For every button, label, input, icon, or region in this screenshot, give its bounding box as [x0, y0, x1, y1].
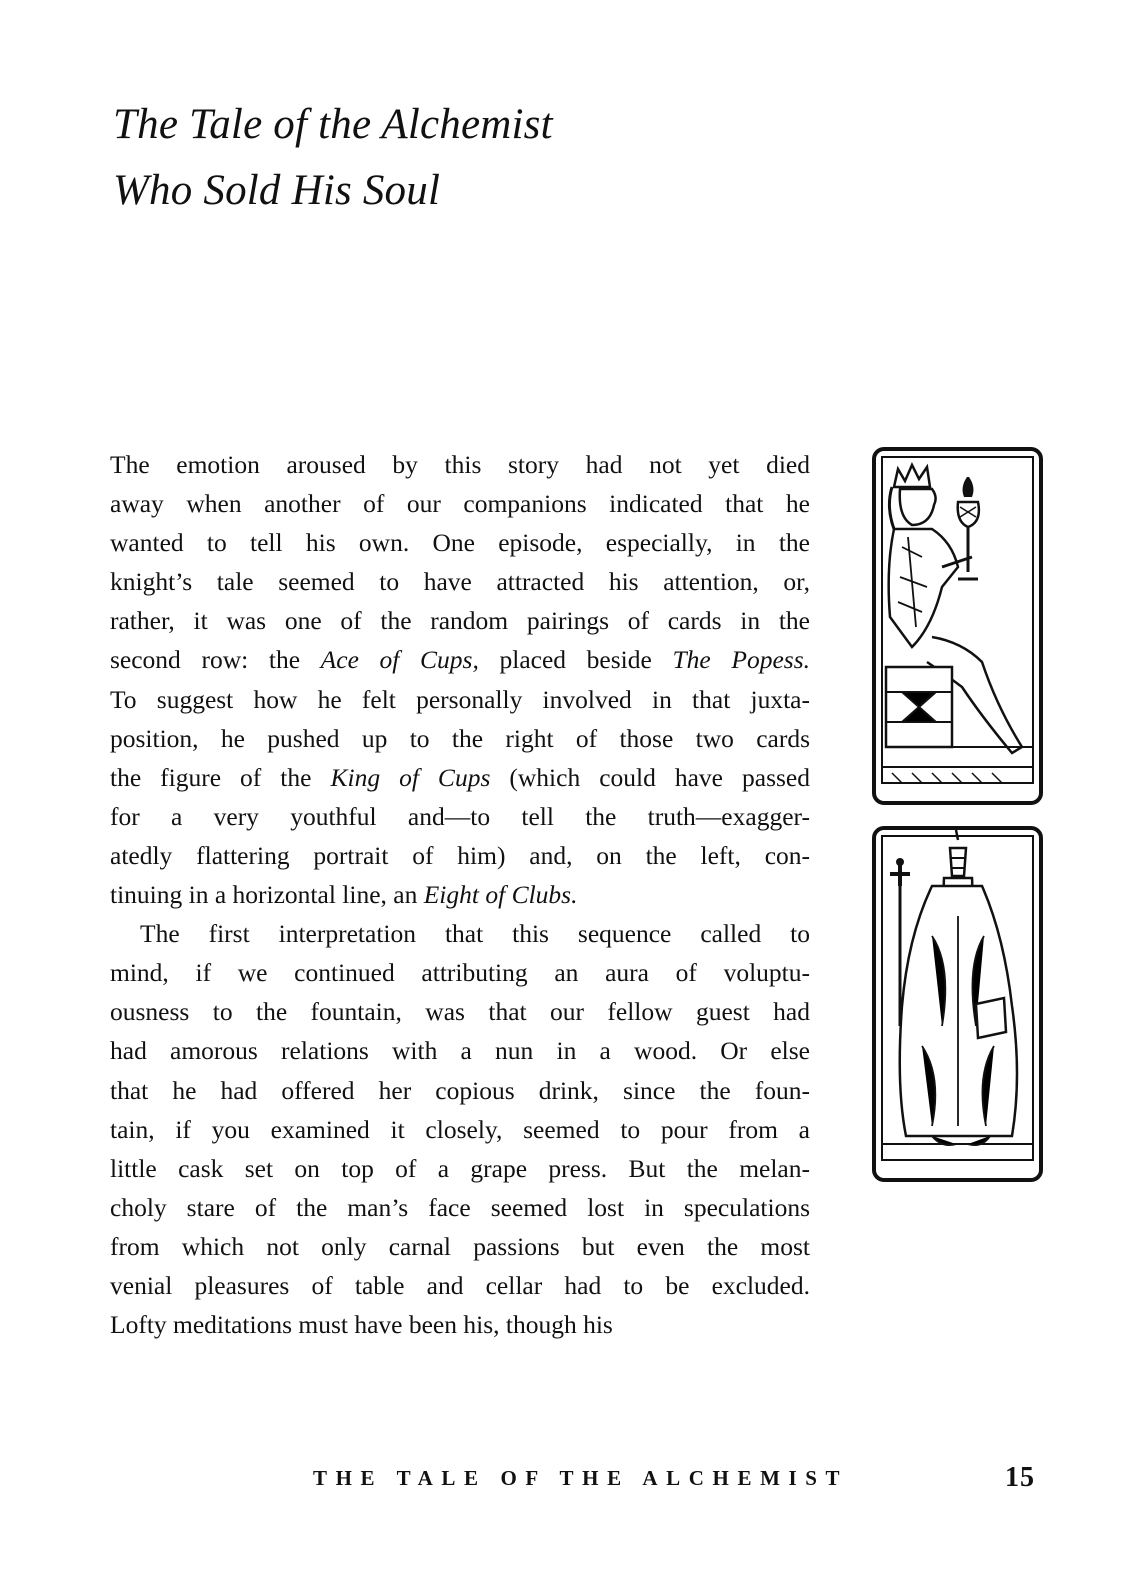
text-line: To suggest how he felt personally involved in that juxta- [110, 684, 810, 714]
text-line: The first interpretation that this sequence called to [140, 919, 810, 949]
text-segment: placed beside [478, 645, 673, 675]
chapter-title [113, 92, 553, 224]
card-name-italic: Eight of Clubs. [423, 880, 578, 910]
text-line: from which not only carnal passions but even the most [110, 1231, 810, 1261]
text-line: The emotion aroused by this story had not yet died [110, 450, 810, 479]
text-line: Lofty meditations must have been his, though his [110, 1310, 613, 1340]
body-text [110, 445, 810, 1344]
text-segment: second row: the [110, 645, 321, 675]
card-king-of-cups [872, 447, 1043, 805]
text-line: that he had offered her copious drink, since the foun- [110, 1075, 810, 1105]
text-line: position, he pushed up to the right of those two cards [110, 723, 810, 753]
page-number: 15 [1005, 1462, 1035, 1493]
running-title: THE TALE OF THE ALCHEMIST [313, 1466, 849, 1490]
text-line [110, 758, 810, 797]
text-segment: the figure of the [110, 762, 331, 792]
text-line: had amorous relations with a nun in a wood. Or else [110, 1036, 810, 1066]
popess-illustration [872, 826, 1043, 1182]
text-line: knight’s tale seemed to have attracted his attention, or, [110, 567, 810, 597]
text-line: venial pleasures of table and cellar had to be excluded. [110, 1270, 810, 1300]
text-line [110, 875, 810, 914]
text-line: rather, it was one of the random pairings of cards in the [110, 606, 810, 636]
text-line: ousness to the fountain, was that our fellow guest had [110, 997, 810, 1027]
title-line-2: Who Sold His Soul [113, 167, 441, 214]
text-line [110, 640, 810, 679]
text-segment: tinuing in a horizontal line, an [110, 880, 424, 910]
card-name-italic: The Popess. [672, 645, 811, 675]
card-name-italic: King of Cups [330, 762, 491, 792]
text-line: choly stare of the man’s face seemed lost in speculations [110, 1192, 810, 1222]
title-line-1: The Tale of the Alchemist [113, 101, 553, 148]
text-line: for a very youthful and—to tell the truth—exagger- [110, 801, 810, 831]
text-segment: (which could have passed [490, 762, 810, 792]
text-line: mind, if we continued attributing an aura of voluptu- [110, 958, 810, 988]
text-line: tain, if you examined it closely, seemed to pour from a [110, 1114, 810, 1144]
card-the-popess [872, 826, 1043, 1182]
card-name-italic: Ace of Cups, [320, 645, 479, 675]
king-of-cups-illustration [872, 447, 1043, 805]
text-line: atedly flattering portrait of him) and, on the left, con- [110, 840, 810, 870]
text-line: away when another of our companions indicated that he [110, 489, 810, 519]
text-line: little cask set on top of a grape press. But the melan- [110, 1153, 810, 1183]
text-line: wanted to tell his own. One episode, especially, in the [110, 528, 810, 558]
